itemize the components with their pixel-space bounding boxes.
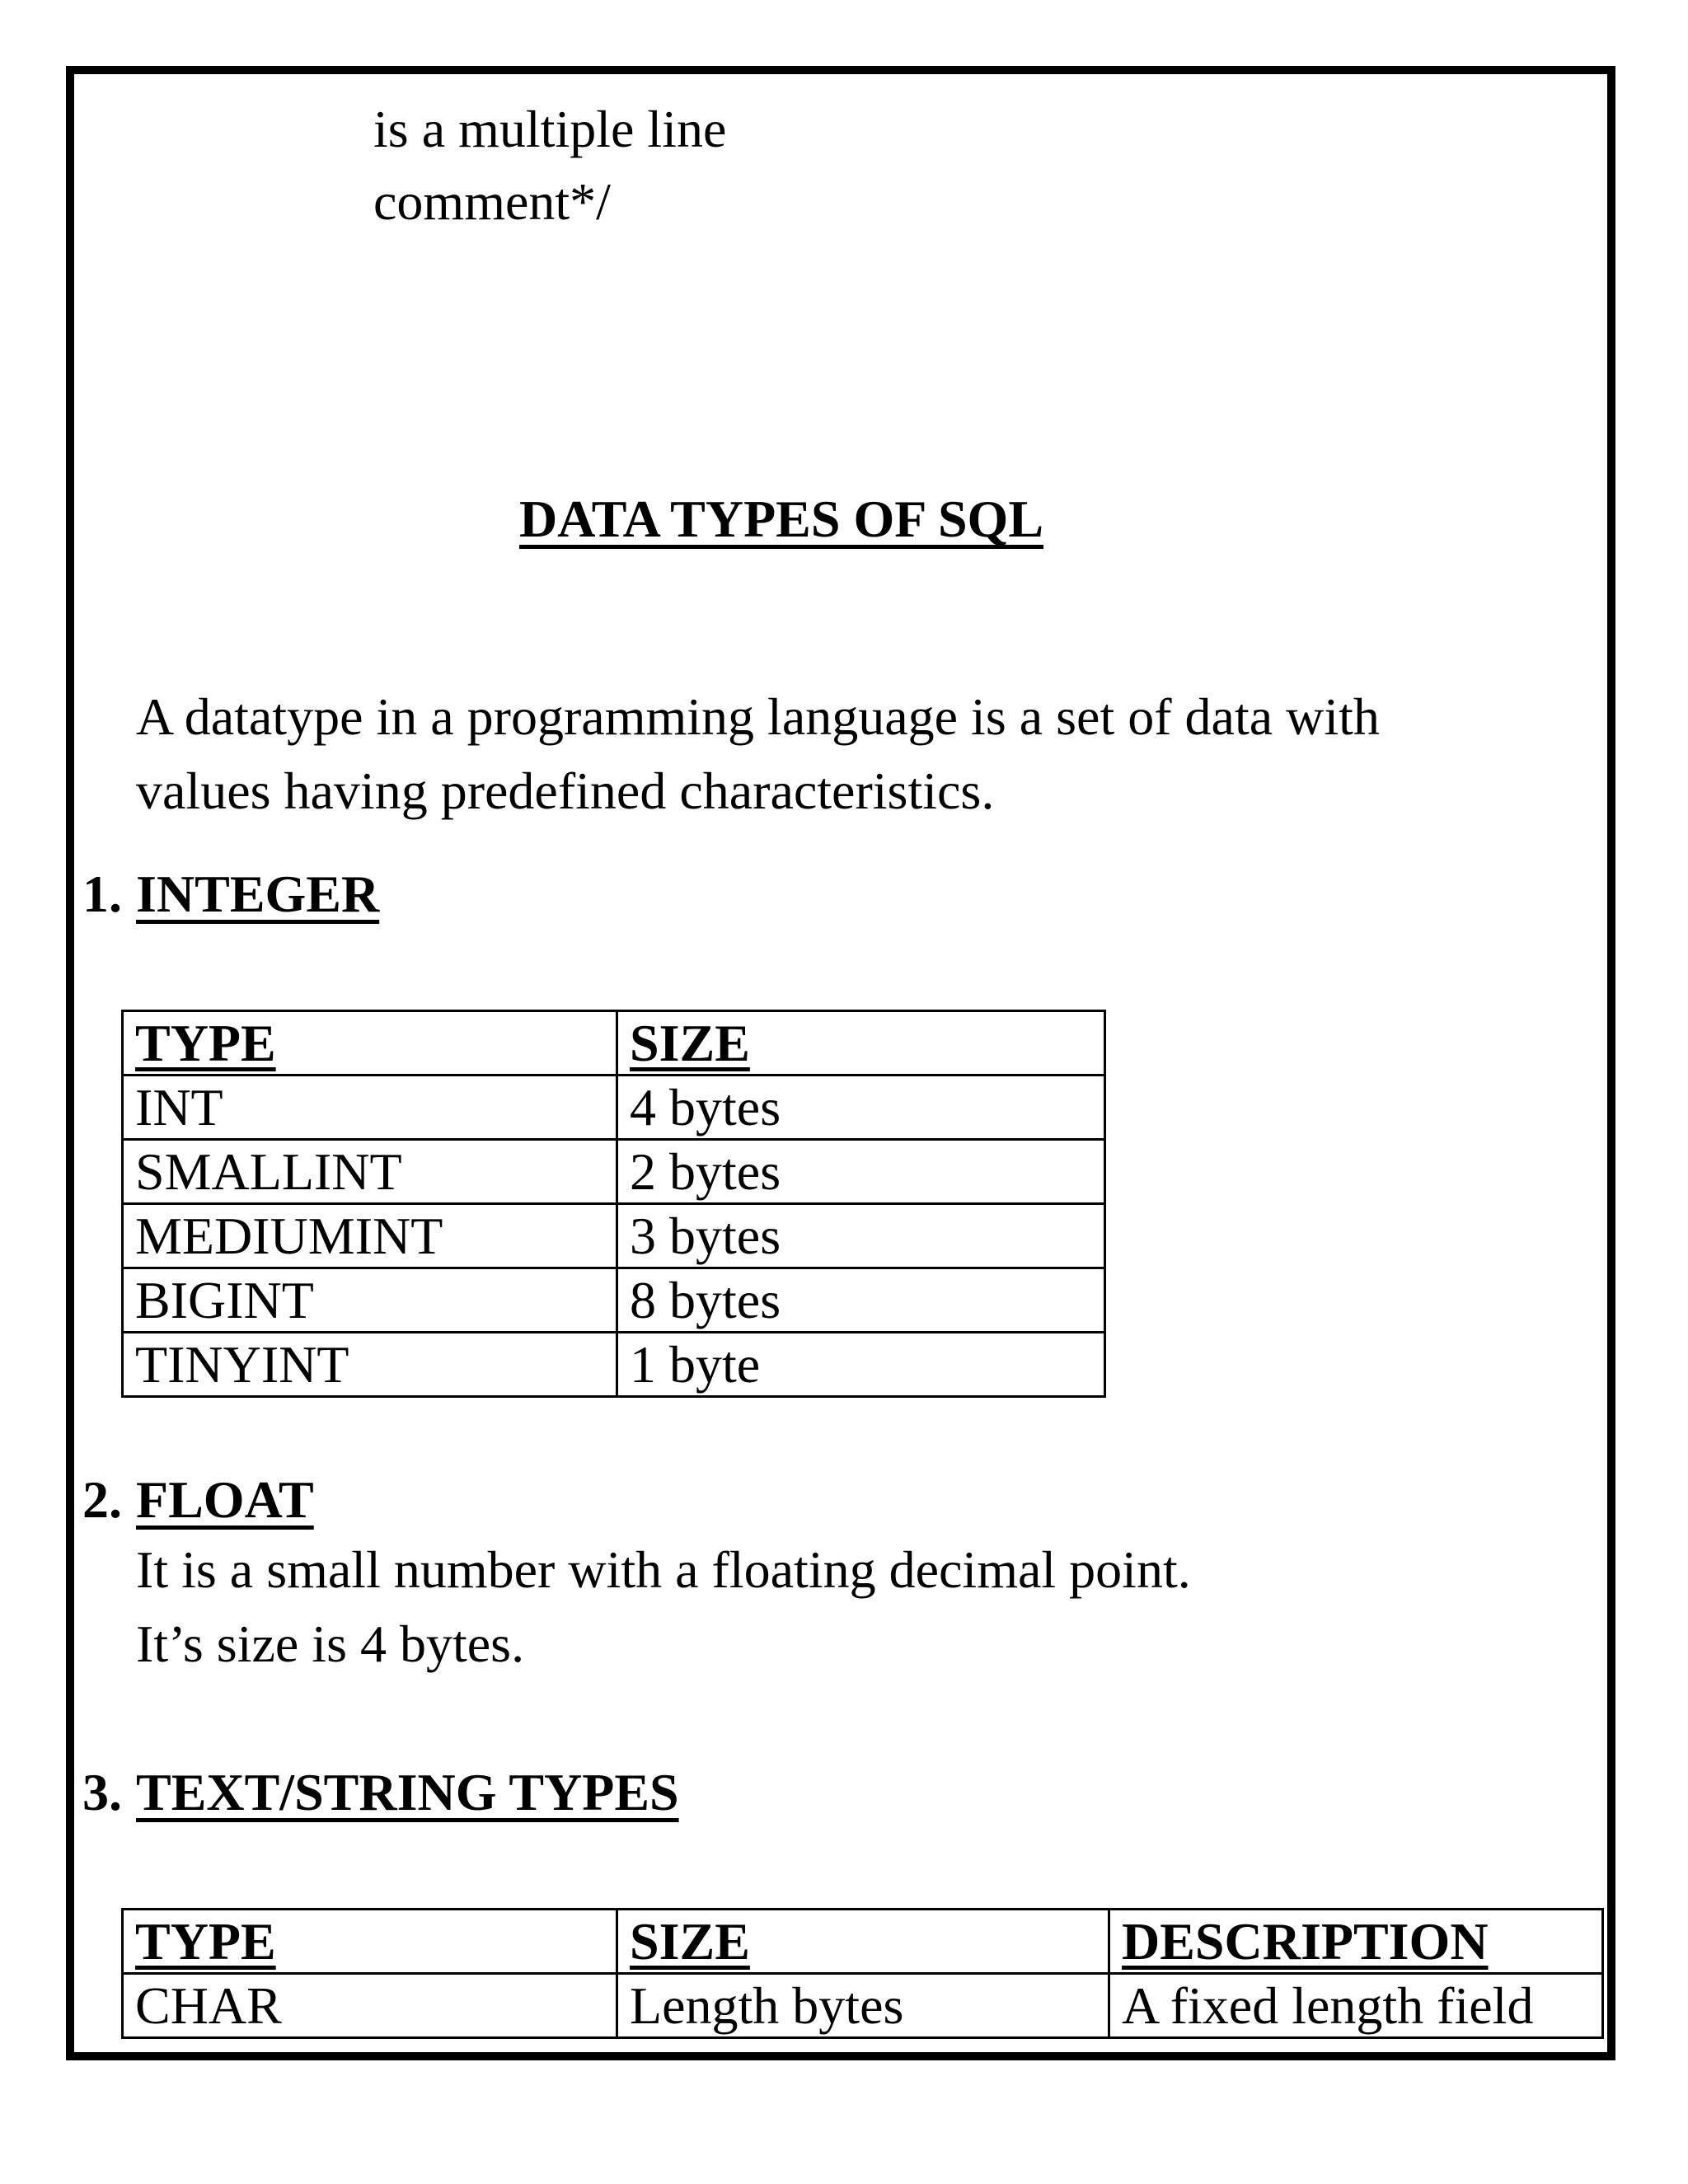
float-line-2: It’s size is 4 bytes.: [136, 1615, 525, 1673]
table-header-row: [123, 1910, 1603, 1974]
table-row: [123, 1140, 1105, 1204]
cell-size: 4 bytes: [617, 1076, 1105, 1140]
table-row: [123, 1333, 1105, 1397]
table-row: [123, 1268, 1105, 1333]
table-header-row: [123, 1011, 1105, 1076]
comment-line-1: is a multiple line: [373, 100, 727, 158]
cell-size: 1 byte: [617, 1333, 1105, 1397]
cell-type: TINYINT: [123, 1333, 617, 1397]
cell-description: A fixed length field: [1109, 1974, 1603, 2038]
section-title: INTEGER: [136, 865, 380, 923]
cell-type: INT: [123, 1076, 617, 1140]
section-number: 3.: [82, 1763, 122, 1821]
section-title: TEXT/STRING TYPES: [136, 1763, 679, 1821]
table-row: [123, 1204, 1105, 1268]
table-row: [123, 1974, 1603, 2038]
section-heading-float: [82, 1467, 314, 1533]
section-heading-integer: [82, 861, 379, 927]
cell-size: 3 bytes: [617, 1204, 1105, 1268]
header-size: SIZE: [617, 1910, 1109, 1974]
intro-line-2: values having predefined characteristics.: [136, 762, 995, 820]
header-size: SIZE: [617, 1011, 1105, 1076]
section-number: 2.: [82, 1470, 122, 1529]
cell-type: BIGINT: [123, 1268, 617, 1333]
section-title: FLOAT: [136, 1470, 314, 1529]
comment-line-2: comment*/: [373, 172, 611, 231]
cell-size: Length bytes: [617, 1974, 1109, 2038]
cell-type: SMALLINT: [123, 1140, 617, 1204]
section-heading-text: [82, 1760, 679, 1825]
cell-type: CHAR: [123, 1974, 617, 2038]
section-number: 1.: [82, 865, 122, 923]
page-title: DATA TYPES OF SQL: [519, 490, 1043, 548]
integer-types-table: [121, 1010, 1106, 1398]
intro-line-1: A datatype in a programming language is a set of data with: [136, 687, 1380, 746]
header-description: DESCRIPTION: [1109, 1910, 1603, 1974]
float-line-1: It is a small number with a floating decimal point.: [136, 1540, 1191, 1599]
cell-size: 8 bytes: [617, 1268, 1105, 1333]
string-types-table: [121, 1908, 1604, 2039]
table-row: [123, 1076, 1105, 1140]
cell-size: 2 bytes: [617, 1140, 1105, 1204]
header-type: TYPE: [123, 1011, 617, 1076]
header-type: TYPE: [123, 1910, 617, 1974]
cell-type: MEDIUMINT: [123, 1204, 617, 1268]
